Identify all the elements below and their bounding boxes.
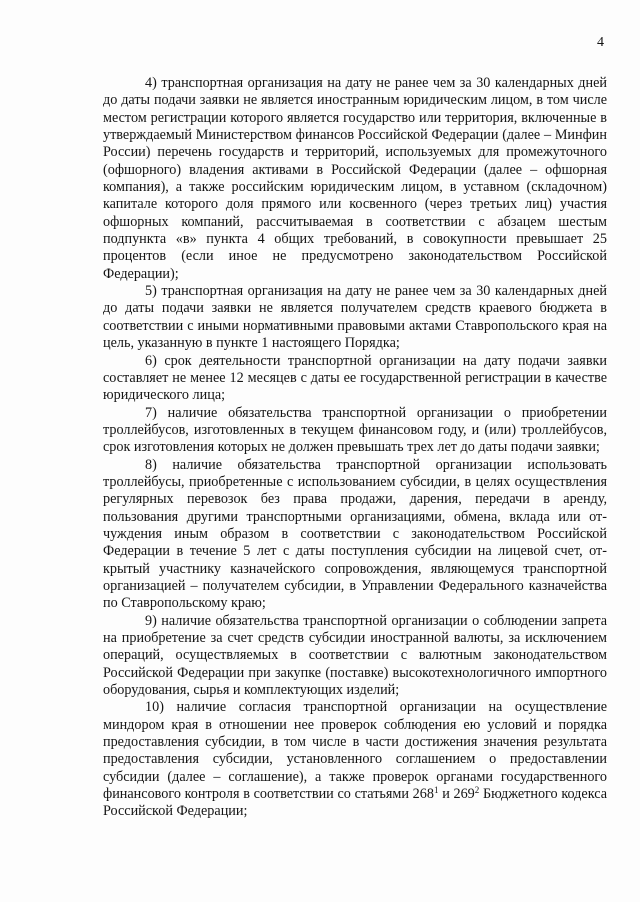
paragraph-10-text: 10) наличие согласия транспортной организации на осуществление миндором края в отношении нее проверок соблюдения ею условий и порядка предоставления субсидии, в том числе в части достижения значения результата предоставления субсидии, установленного соглашением о предоставлении субсидии (далее – соглашение), а также проверок органами государственного финансового контроля в соответствии со статьями 268: [103, 699, 607, 803]
paragraph-item-9: 9) наличие обязательства транспортной организации о соблюдении запрета на приобретение за счет средств субсидии иностранной валюты, за исключением операций, осуществляемых в соответствии с валютным законодательством Российской Федерации при закупке (поставке) высокотехнологичного импортного оборудования, сырья и комплектующих изделий;: [103, 612, 607, 699]
superscript-2: 2: [474, 785, 480, 796]
paragraph-item-6: 6) срок деятельности транспортной организации на дату подачи заявки составляет не менее 12 месяцев с даты ее государственной регистрации в качестве юридического лица;: [103, 352, 607, 404]
paragraph-item-7: 7) наличие обязательства транспортной организации о приобретении троллейбусов, изготовленных в текущем финансовом году, и (или) троллейбусов, срок изготовления которых не должен превышать трех лет до даты подачи заявки;: [103, 404, 607, 456]
paragraph-item-10: [103, 699, 607, 820]
superscript-1: 1: [433, 785, 439, 796]
paragraph-item-5: 5) транспортная организация на дату не ранее чем за 30 календарных дней до даты подачи заявки не является получателем средств краевого бюджета в соответствии с иными нормативными правовыми актами Ставропольского края на цель, указанную в пункте 1 настоящего Порядка;: [103, 283, 607, 352]
page-number: 4: [597, 35, 604, 50]
paragraph-10-end: Бюджетного кодекса Российской Федерации;: [103, 786, 607, 820]
paragraph-item-8: 8) наличие обязательства транспортной организации использовать троллейбусы, приобретенные с использованием субсидии, в целях осуществления регулярных перевозок без права продажи, дарения, передачи в аренду, пользования другими транспортными организациями, обмена, вклада или отчуждения иным образом в соответствии с законодательством Российской Федерации в течение 5 лет с даты поступления субсидии на лицевой счет, открытый участнику казначейского сопровождения, являющемуся транспортной организацией – получателем субсидии, в Управлении Федерального казначейства по Ставропольскому краю;: [103, 456, 607, 612]
document-body: [103, 75, 607, 821]
paragraph-item-4: 4) транспортная организация на дату не ранее чем за 30 календарных дней до даты подачи заявки не является иностранным юридическим лицом, в том числе местом регистрации которого является государство или территория, включенные в утверждаемый Министерством финансов Российской Федерации (далее – Минфин России) перечень государств и территорий, используемых для промежуточного (офшорного) владения активами в Российской Федерации (далее – офшорная компания), а также российским юридическим лицом, в уставном (складочном) капитале которого доля прямого или косвенного (через третьих лиц) участия офшорных компаний, рассчитываемая в соответствии с абзацем шестым подпункта «в» пункта 4 общих требований, в совокупности превышает 25 процентов (если иное не предусмотрено законодательством Российской Федерации);: [103, 75, 607, 282]
paragraph-10-mid: и 269: [438, 786, 475, 803]
